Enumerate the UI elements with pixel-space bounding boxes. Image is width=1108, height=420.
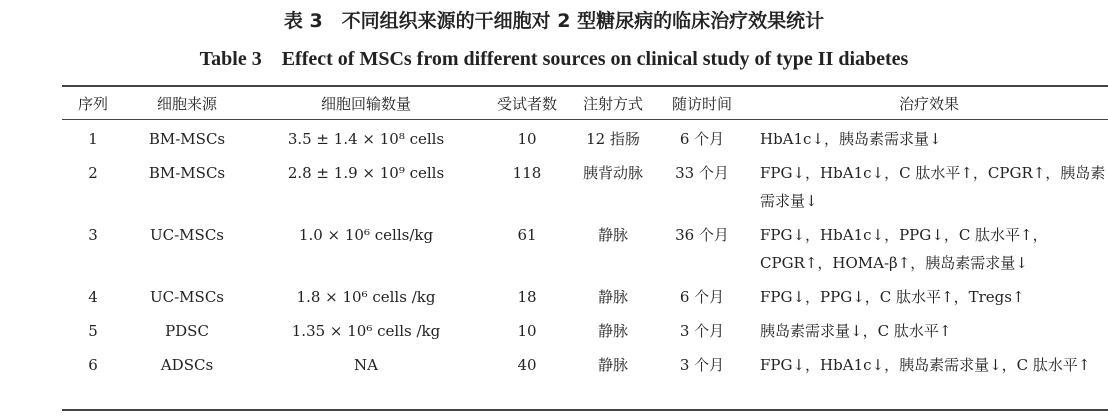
cell-source: UC-MSCs [150, 226, 224, 244]
header-subjects: 受试者数 [496, 94, 557, 113]
header-row [62, 87, 1108, 119]
cell-route: 胰背动脉 [582, 164, 643, 182]
cell-route: 12 指肠 [586, 130, 640, 148]
header-route: 注射方式 [582, 94, 643, 113]
cell-no: 2 [88, 164, 98, 182]
cell-source: UC-MSCs [150, 288, 224, 306]
cell-effect: HbA1c↓，胰岛素需求量↓ [760, 130, 942, 148]
table-title-en: Table 3 Effect of MSCs from different sources on clinical study of type II diabetes [199, 48, 909, 70]
cell-source: ADSCs [160, 356, 214, 374]
cell-n: 40 [517, 356, 537, 374]
cell-effect: 胰岛素需求量↓，C 肽水平↑ [760, 322, 952, 340]
table-row [62, 215, 1108, 277]
header-no: 序列 [77, 94, 108, 113]
cell-no: 1 [88, 130, 98, 148]
cell-n: 61 [517, 226, 537, 244]
table-row [62, 153, 1108, 215]
cell-effect: FPG↓，HbA1c↓，C 肽水平↑，CPGR↑，胰岛素需求量↓ [760, 164, 1106, 210]
cell-no: 5 [88, 322, 98, 340]
cell-no: 4 [88, 288, 98, 306]
cell-route: 静脉 [597, 322, 628, 340]
header-dose: 细胞回输数量 [320, 94, 411, 113]
table-row [62, 311, 1108, 345]
cell-route: 静脉 [597, 356, 628, 374]
cell-follow: 36 个月 [675, 226, 729, 244]
cell-follow: 3 个月 [679, 322, 725, 340]
cell-source: PDSC [165, 322, 209, 340]
cell-follow: 6 个月 [679, 130, 725, 148]
cell-n: 18 [517, 288, 537, 306]
table-row [62, 345, 1108, 379]
table-title-cn: 表 3 不同组织来源的干细胞对 2 型糖尿病的临床治疗效果统计 [283, 10, 825, 32]
table-row [62, 119, 1108, 153]
cell-dose: 1.35 × 10⁶ cells /kg [291, 322, 441, 340]
cell-dose: 1.8 × 10⁶ cells /kg [296, 288, 436, 306]
header-effect: 治疗效果 [898, 94, 959, 113]
cell-dose: 2.8 ± 1.9 × 10⁹ cells [287, 164, 445, 182]
cell-source: BM-MSCs [148, 164, 226, 182]
header-followup: 随访时间 [671, 94, 732, 113]
cell-n: 10 [517, 130, 537, 148]
cell-follow: 3 个月 [679, 356, 725, 374]
cell-no: 3 [88, 226, 98, 244]
cell-dose: NA [354, 356, 378, 374]
table-row [62, 277, 1108, 311]
cell-follow: 6 个月 [679, 288, 725, 306]
cell-n: 118 [512, 164, 542, 182]
cell-route: 静脉 [597, 288, 628, 306]
cell-route: 静脉 [597, 226, 628, 244]
cell-effect: FPG↓，HbA1c↓，胰岛素需求量↓，C 肽水平↑ [760, 356, 1091, 374]
cell-source: BM-MSCs [148, 130, 226, 148]
cell-effect: FPG↓，PPG↓，C 肽水平↑，Tregs↑ [760, 288, 1025, 306]
cell-dose: 1.0 × 10⁶ cells/kg [298, 226, 434, 244]
results-table [62, 87, 1108, 379]
cell-follow: 33 个月 [675, 164, 729, 182]
header-source: 细胞来源 [156, 94, 217, 113]
bottom-rule [62, 409, 1108, 411]
cell-dose: 3.5 ± 1.4 × 10⁸ cells [287, 130, 445, 148]
cell-n: 10 [517, 322, 537, 340]
cell-no: 6 [88, 356, 98, 374]
cell-effect: FPG↓，HbA1c↓，PPG↓，C 肽水平↑，CPGR↑，HOMA-β↑，胰岛素需求量↓ [760, 226, 1048, 272]
